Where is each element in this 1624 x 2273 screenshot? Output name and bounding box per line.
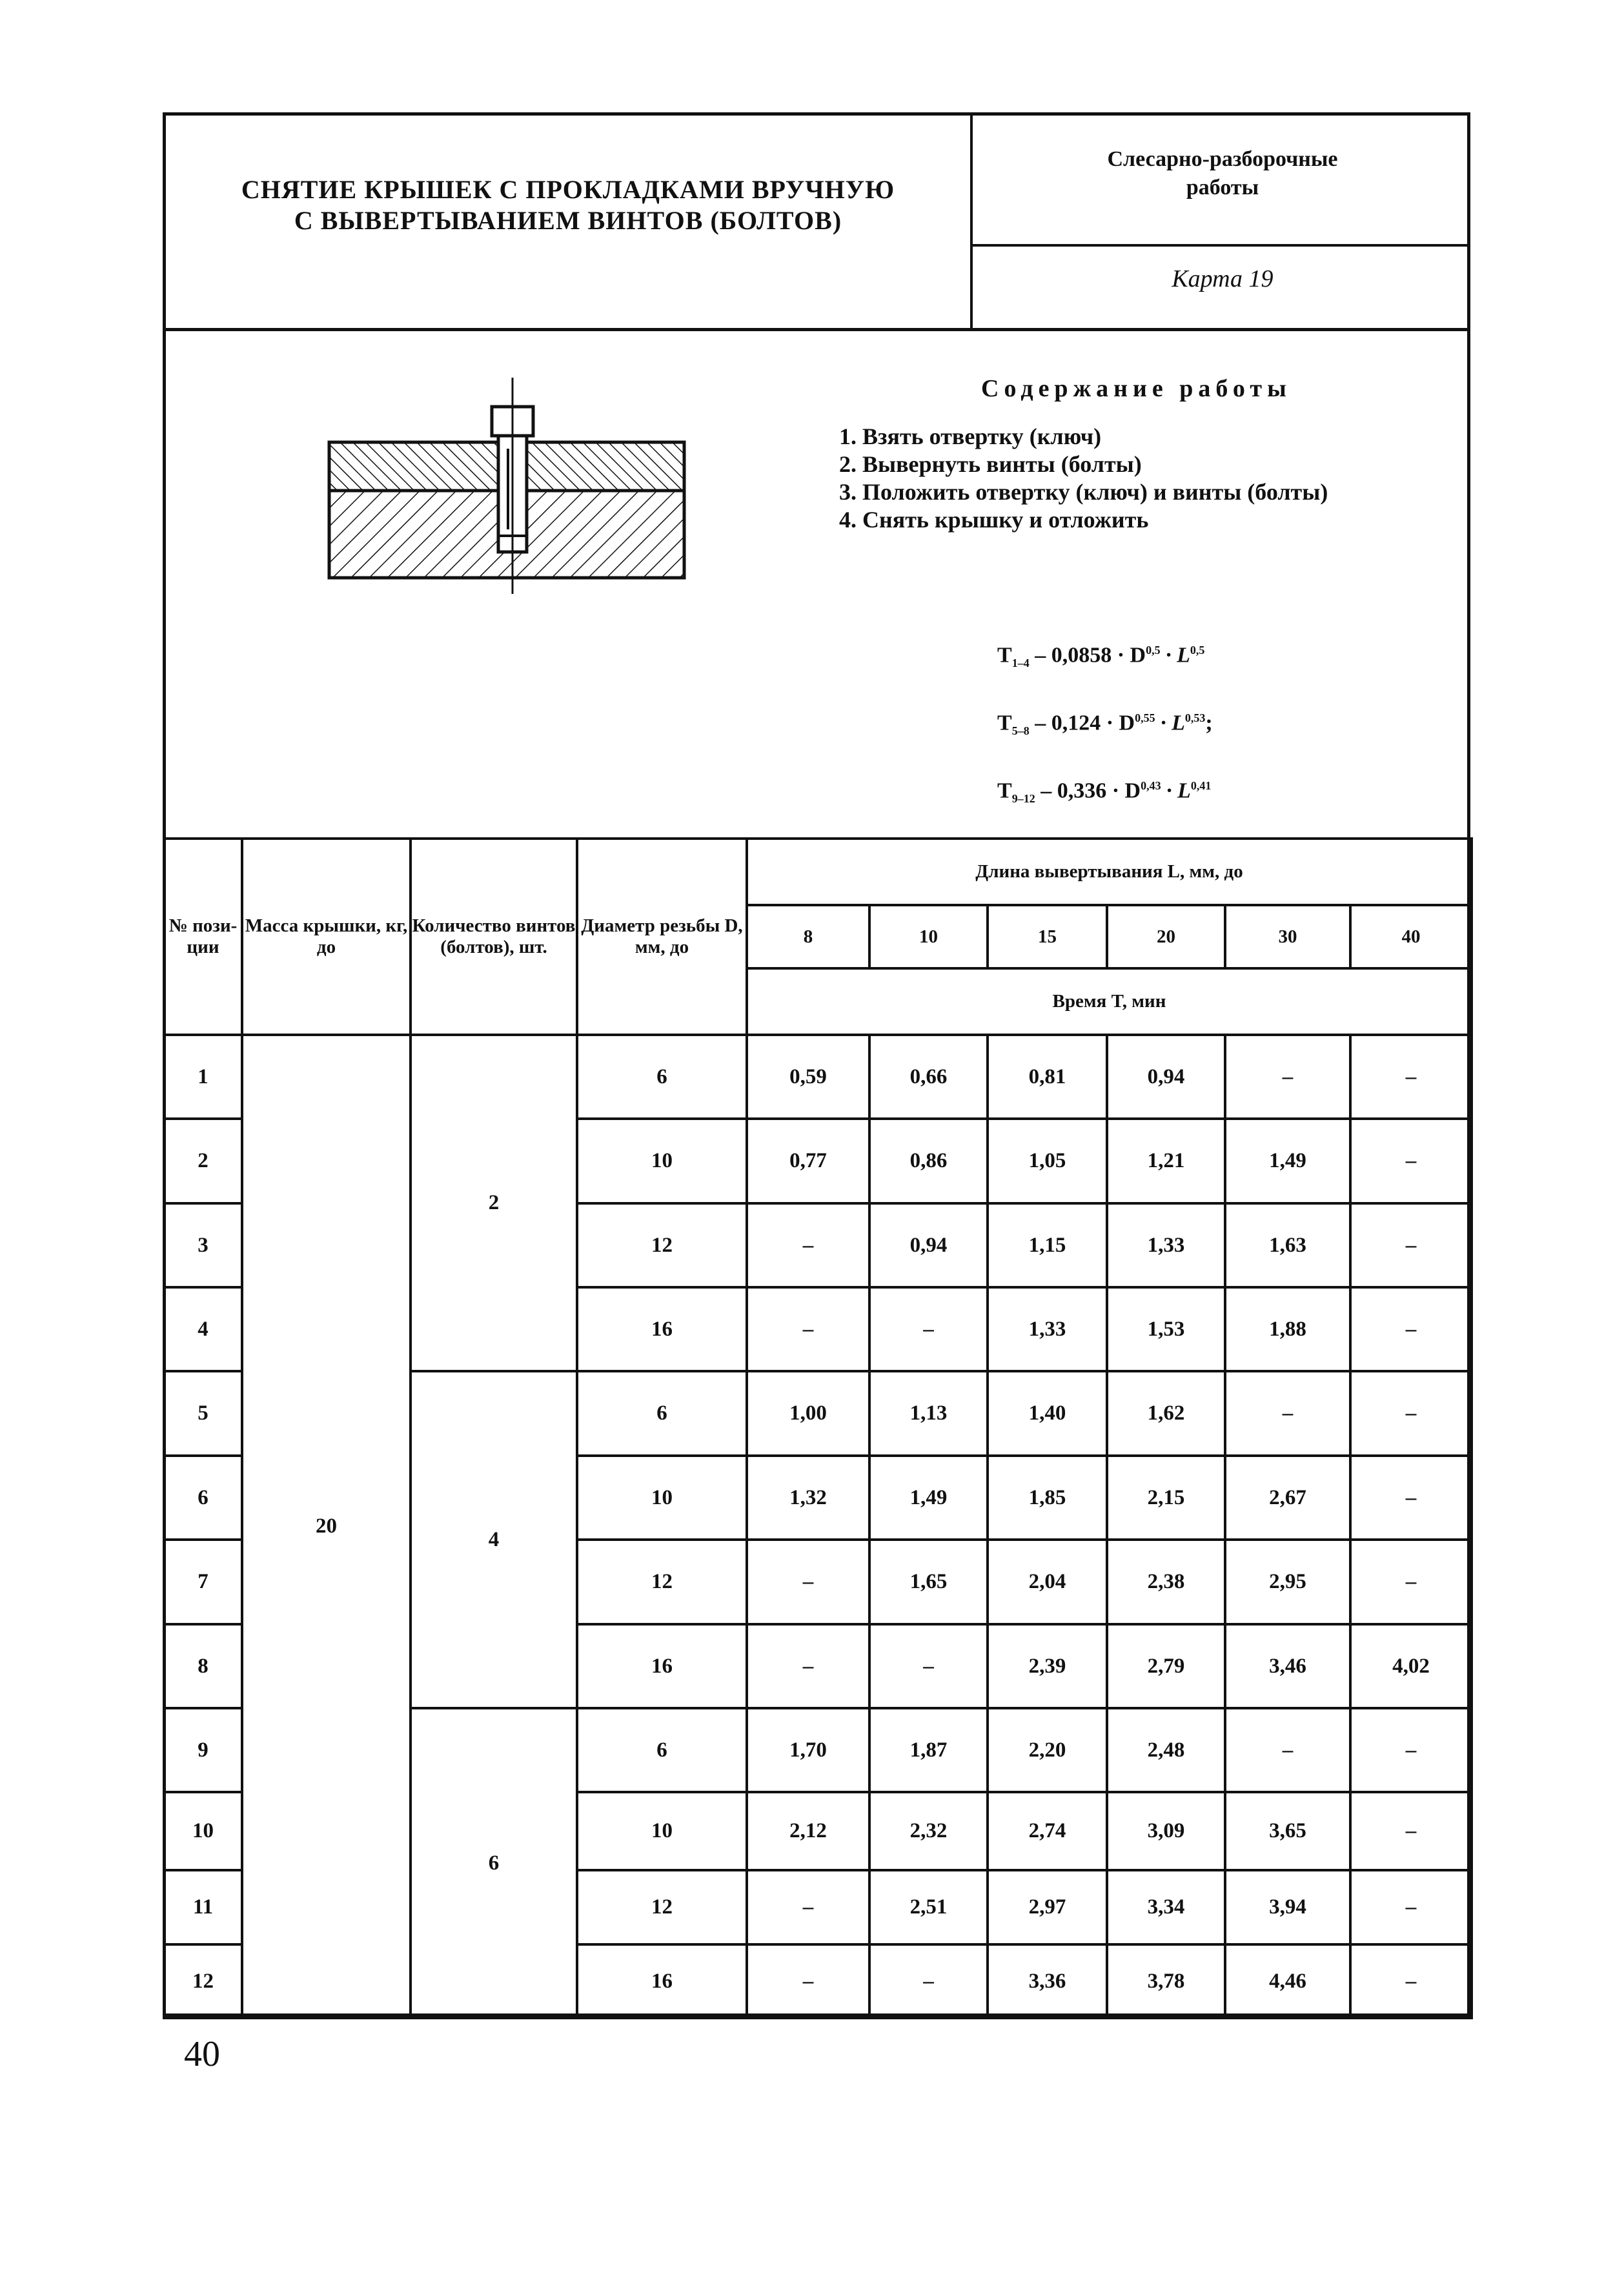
time-cell: – — [869, 1624, 988, 1708]
time-cell: 1,87 — [869, 1708, 988, 1792]
time-cell: 2,97 — [988, 1870, 1107, 1944]
time-cell: 1,88 — [1225, 1287, 1350, 1371]
work-content-title: Содержание работы — [981, 375, 1292, 402]
time-cell: 1,49 — [1225, 1119, 1350, 1203]
time-cell: 1,63 — [1225, 1203, 1350, 1287]
time-cell: 1,53 — [1107, 1287, 1225, 1371]
step-item: 4. Снять крышку и отложить — [839, 507, 1149, 533]
diameter-cell: 6 — [577, 1035, 747, 1119]
position-cell: 4 — [164, 1287, 242, 1371]
steps-list — [839, 423, 1328, 534]
time-cell: 2,51 — [869, 1870, 988, 1944]
diameter-cell: 16 — [577, 1287, 747, 1371]
col-header-position: № пози-ции — [164, 839, 242, 1035]
table-row — [164, 1035, 1472, 1119]
time-cell: – — [1350, 1792, 1472, 1870]
time-cell: 2,12 — [747, 1792, 869, 1870]
formula: $T_{9-12} - 0,336 \cdot D^{0,43} \cdot L^{0,41}$ — [997, 779, 1212, 806]
position-cell: 7 — [164, 1540, 242, 1624]
time-cell: 3,65 — [1225, 1792, 1350, 1870]
col-header-count: Количество винтов (болтов), шт. — [411, 839, 577, 1035]
diameter-cell: 12 — [577, 1203, 747, 1287]
time-cell: – — [1225, 1371, 1350, 1456]
time-cell: 2,15 — [1107, 1456, 1225, 1540]
time-norms-table — [163, 837, 1473, 2019]
time-cell: – — [1225, 1708, 1350, 1792]
diameter-cell: 10 — [577, 1792, 747, 1870]
time-cell: – — [1350, 1708, 1472, 1792]
time-cell: – — [869, 1944, 988, 2018]
bolt-cover-drawing — [320, 371, 694, 597]
page-title: СНЯТИЕ КРЫШЕК С ПРОКЛАДКАМИ ВРУЧНУЮ С ВЫВЕРТЫВАНИЕМ ВИНТОВ (БОЛТОВ) — [241, 175, 895, 235]
time-cell: – — [747, 1203, 869, 1287]
time-cell: 3,78 — [1107, 1944, 1225, 2018]
position-cell: 1 — [164, 1035, 242, 1119]
col-header-diameter: Диаметр резьбы D, мм, до — [577, 839, 747, 1035]
count-cell: 6 — [411, 1708, 577, 2018]
time-cell: 2,48 — [1107, 1708, 1225, 1792]
count-cell: 4 — [411, 1371, 577, 1708]
mass-cell: 20 — [242, 1035, 411, 2018]
time-cell: – — [1350, 1035, 1472, 1119]
position-cell: 2 — [164, 1119, 242, 1203]
time-cell: 2,95 — [1225, 1540, 1350, 1624]
time-cell: 0,94 — [1107, 1035, 1225, 1119]
time-cell: 0,77 — [747, 1119, 869, 1203]
section-label: Слесарно-разборочные работы — [1107, 147, 1338, 199]
position-cell: 10 — [164, 1792, 242, 1870]
col-header-time: Время T, мин — [747, 968, 1472, 1035]
time-cell: 1,21 — [1107, 1119, 1225, 1203]
time-cell: 2,79 — [1107, 1624, 1225, 1708]
time-cell: 3,46 — [1225, 1624, 1350, 1708]
length-header: 8 — [747, 905, 869, 968]
length-header: 20 — [1107, 905, 1225, 968]
time-cell: 1,33 — [988, 1287, 1107, 1371]
divider — [971, 244, 1470, 247]
time-cell: 2,74 — [988, 1792, 1107, 1870]
position-cell: 12 — [164, 1944, 242, 2018]
time-cell: 1,40 — [988, 1371, 1107, 1456]
diameter-cell: 10 — [577, 1456, 747, 1540]
step-item: 1. Взять отвертку (ключ) — [839, 423, 1102, 449]
time-cell: 2,04 — [988, 1540, 1107, 1624]
time-cell: – — [747, 1944, 869, 2018]
time-cell: – — [1350, 1540, 1472, 1624]
time-cell: 1,65 — [869, 1540, 988, 1624]
formula: $T_{1-4} - 0,0858 \cdot D^{0,5} \cdot L^{0,5}$ — [997, 643, 1205, 670]
time-cell: 2,39 — [988, 1624, 1107, 1708]
position-cell: 6 — [164, 1456, 242, 1540]
formulas — [997, 623, 1213, 826]
diameter-cell: 6 — [577, 1708, 747, 1792]
time-cell: – — [747, 1624, 869, 1708]
page-number: 40 — [184, 2034, 220, 2074]
time-cell: 1,49 — [869, 1456, 988, 1540]
diameter-cell: 10 — [577, 1119, 747, 1203]
time-cell: – — [1350, 1119, 1472, 1203]
length-header: 10 — [869, 905, 988, 968]
time-cell: – — [869, 1287, 988, 1371]
position-cell: 5 — [164, 1371, 242, 1456]
step-item: 3. Положить отвертку (ключ) и винты (болты) — [839, 479, 1328, 505]
time-cell: 2,38 — [1107, 1540, 1225, 1624]
col-header-mass: Масса крышки, кг, до — [242, 839, 411, 1035]
divider — [970, 112, 973, 329]
length-header: 40 — [1350, 905, 1472, 968]
time-cell: 1,05 — [988, 1119, 1107, 1203]
length-header: 30 — [1225, 905, 1350, 968]
time-cell: 1,70 — [747, 1708, 869, 1792]
position-cell: 3 — [164, 1203, 242, 1287]
time-cell: 1,85 — [988, 1456, 1107, 1540]
count-cell: 2 — [411, 1035, 577, 1371]
time-cell: 0,86 — [869, 1119, 988, 1203]
time-cell: 1,00 — [747, 1371, 869, 1456]
time-cell: 3,09 — [1107, 1792, 1225, 1870]
time-cell: 0,94 — [869, 1203, 988, 1287]
time-cell: 1,32 — [747, 1456, 869, 1540]
diameter-cell: 6 — [577, 1371, 747, 1456]
position-cell: 11 — [164, 1870, 242, 1944]
time-cell: 1,13 — [869, 1371, 988, 1456]
time-cell: – — [747, 1540, 869, 1624]
position-cell: 8 — [164, 1624, 242, 1708]
diameter-cell: 16 — [577, 1624, 747, 1708]
time-cell: 0,59 — [747, 1035, 869, 1119]
time-cell: 2,32 — [869, 1792, 988, 1870]
time-cell: 4,46 — [1225, 1944, 1350, 2018]
time-cell: 3,36 — [988, 1944, 1107, 2018]
col-header-length: Длина вывертывания L, мм, до — [747, 839, 1472, 905]
time-cell: – — [1350, 1203, 1472, 1287]
time-cell: 1,15 — [988, 1203, 1107, 1287]
time-cell: – — [1350, 1287, 1472, 1371]
time-cell: – — [747, 1870, 869, 1944]
card-number: Карта 19 — [1172, 265, 1274, 292]
time-cell: 0,81 — [988, 1035, 1107, 1119]
step-item: 2. Вывернуть винты (болты) — [839, 451, 1142, 477]
time-cell: – — [1350, 1870, 1472, 1944]
diameter-cell: 16 — [577, 1944, 747, 2018]
position-cell: 9 — [164, 1708, 242, 1792]
diameter-cell: 12 — [577, 1870, 747, 1944]
length-header: 15 — [988, 905, 1107, 968]
time-cell: – — [747, 1287, 869, 1371]
time-cell: – — [1225, 1035, 1350, 1119]
time-cell: 3,34 — [1107, 1870, 1225, 1944]
time-cell: – — [1350, 1944, 1472, 2018]
time-cell: 3,94 — [1225, 1870, 1350, 1944]
diameter-cell: 12 — [577, 1540, 747, 1624]
divider — [163, 328, 1470, 331]
time-cell: 0,66 — [869, 1035, 988, 1119]
time-cell: – — [1350, 1371, 1472, 1456]
time-cell: – — [1350, 1456, 1472, 1540]
time-cell: 4,02 — [1350, 1624, 1472, 1708]
time-cell: 2,20 — [988, 1708, 1107, 1792]
time-cell: 2,67 — [1225, 1456, 1350, 1540]
time-cell: 1,62 — [1107, 1371, 1225, 1456]
formula: $T_{5-8} - 0,124 \cdot D^{0,55} \cdot L^{0,53}$; — [997, 711, 1213, 738]
time-cell: 1,33 — [1107, 1203, 1225, 1287]
